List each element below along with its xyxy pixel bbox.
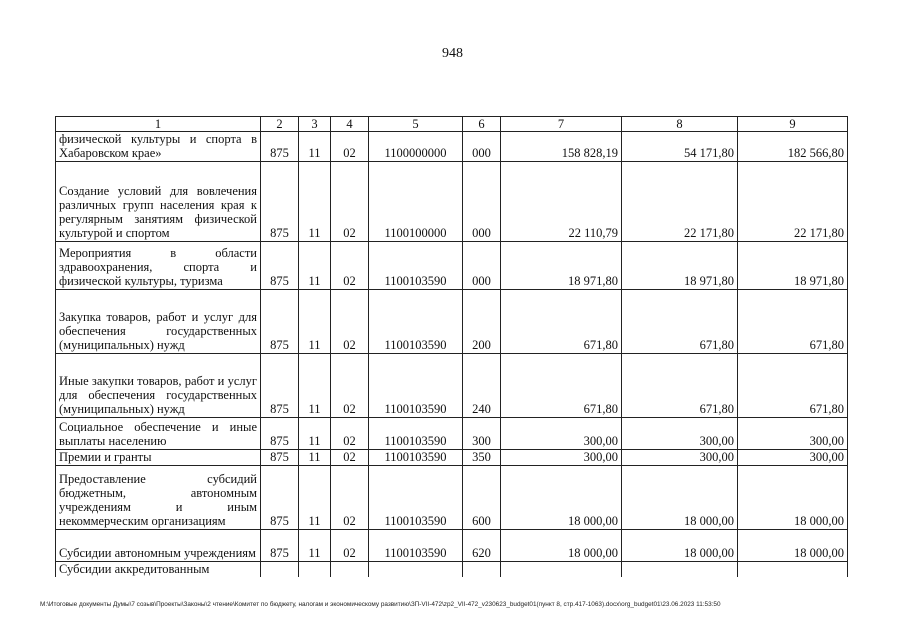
- row-name: Премии и гранты: [56, 450, 261, 466]
- cell-empty: [299, 562, 331, 578]
- cell-target-article: 1100000000: [369, 132, 463, 162]
- table-row: [56, 530, 848, 562]
- cell-section: 11: [299, 450, 331, 466]
- header-cell: 4: [331, 117, 369, 132]
- cell-subsection: 02: [331, 354, 369, 418]
- header-cell: 8: [622, 117, 738, 132]
- cell-subsection: 02: [331, 290, 369, 354]
- cell-amount-col7: 158 828,19: [501, 132, 622, 162]
- header-cell: 6: [463, 117, 501, 132]
- cell-amount-col7: 18 000,00: [501, 466, 622, 530]
- cell-target-article: 1100103590: [369, 242, 463, 290]
- cell-target-article: 1100103590: [369, 354, 463, 418]
- cell-expense-type: 000: [463, 242, 501, 290]
- cell-amount-col7: 300,00: [501, 450, 622, 466]
- cell-expense-type: 240: [463, 354, 501, 418]
- cell-admin-code: 875: [261, 450, 299, 466]
- cell-amount-col7: 18 971,80: [501, 242, 622, 290]
- cell-amount-col7: 671,80: [501, 354, 622, 418]
- footer-file-path: M:\Итоговые документы Думы\7 созыв\Проекты\Законы\2 чтение\Комитет по бюджету, налогам и экономическому развитию\ЗП-VII-472\zp2_VII-472_v230623_budget01(пункт 8, стр.417-1063).docx\org_budget01\23.06.2023 11:53:50: [40, 601, 721, 608]
- row-name: физической культуры и спорта в Хабаровском крае»: [56, 132, 261, 162]
- cell-amount-col8: 300,00: [622, 418, 738, 450]
- table-row-partial: [56, 562, 848, 578]
- page-number: 948: [442, 46, 463, 61]
- cell-subsection: 02: [331, 450, 369, 466]
- cell-amount-col7: 18 000,00: [501, 530, 622, 562]
- cell-admin-code: 875: [261, 290, 299, 354]
- cell-admin-code: 875: [261, 132, 299, 162]
- cell-amount-col9: 182 566,80: [738, 132, 848, 162]
- cell-empty: [622, 562, 738, 578]
- header-cell: 7: [501, 117, 622, 132]
- table-row: [56, 418, 848, 450]
- cell-section: 11: [299, 418, 331, 450]
- cell-target-article: 1100100000: [369, 162, 463, 242]
- cell-amount-col9: 671,80: [738, 354, 848, 418]
- cell-amount-col7: 22 110,79: [501, 162, 622, 242]
- cell-amount-col9: 18 000,00: [738, 530, 848, 562]
- header-row: [56, 117, 848, 132]
- row-name: Создание условий для вовлечения различных групп населения края к регулярным занятиям физической культурой и спортом: [56, 162, 261, 242]
- cell-target-article: 1100103590: [369, 418, 463, 450]
- cell-section: 11: [299, 162, 331, 242]
- table-row: [56, 162, 848, 242]
- cell-admin-code: 875: [261, 530, 299, 562]
- cell-expense-type: 620: [463, 530, 501, 562]
- cell-amount-col8: 671,80: [622, 354, 738, 418]
- table-row: [56, 354, 848, 418]
- cell-section: 11: [299, 132, 331, 162]
- cell-expense-type: 200: [463, 290, 501, 354]
- row-name: Социальное обеспечение и иные выплаты населению: [56, 418, 261, 450]
- cell-amount-col9: 22 171,80: [738, 162, 848, 242]
- cell-section: 11: [299, 466, 331, 530]
- cell-section: 11: [299, 354, 331, 418]
- cell-expense-type: 000: [463, 162, 501, 242]
- cell-amount-col8: 18 000,00: [622, 530, 738, 562]
- cell-subsection: 02: [331, 530, 369, 562]
- row-name: Субсидии автономным учреждениям: [56, 530, 261, 562]
- cell-target-article: 1100103590: [369, 290, 463, 354]
- cell-expense-type: 300: [463, 418, 501, 450]
- cell-admin-code: 875: [261, 242, 299, 290]
- cell-amount-col8: 54 171,80: [622, 132, 738, 162]
- cell-target-article: 1100103590: [369, 530, 463, 562]
- cell-amount-col9: 671,80: [738, 290, 848, 354]
- cell-admin-code: 875: [261, 162, 299, 242]
- cell-amount-col7: 300,00: [501, 418, 622, 450]
- cell-subsection: 02: [331, 466, 369, 530]
- cell-section: 11: [299, 530, 331, 562]
- cell-empty: [463, 562, 501, 578]
- cell-target-article: 1100103590: [369, 450, 463, 466]
- cell-amount-col8: 18 000,00: [622, 466, 738, 530]
- row-name: Предоставление субсидий бюджетным, автономным учреждениям и иным некоммерческим организациям: [56, 466, 261, 530]
- header-cell: 2: [261, 117, 299, 132]
- cell-admin-code: 875: [261, 418, 299, 450]
- cell-amount-col8: 300,00: [622, 450, 738, 466]
- cell-target-article: 1100103590: [369, 466, 463, 530]
- budget-table: [55, 116, 848, 577]
- table-row: [56, 242, 848, 290]
- row-name: Мероприятия в области здравоохранения, спорта и физической культуры, туризма: [56, 242, 261, 290]
- cell-subsection: 02: [331, 132, 369, 162]
- cell-empty: [369, 562, 463, 578]
- cell-amount-col9: 18 971,80: [738, 242, 848, 290]
- cell-section: 11: [299, 242, 331, 290]
- header-cell: 3: [299, 117, 331, 132]
- table-row: [56, 290, 848, 354]
- cell-amount-col8: 671,80: [622, 290, 738, 354]
- cell-empty: [501, 562, 622, 578]
- table-row: [56, 466, 848, 530]
- cell-empty: [331, 562, 369, 578]
- cell-admin-code: 875: [261, 466, 299, 530]
- cell-subsection: 02: [331, 418, 369, 450]
- cell-subsection: 02: [331, 162, 369, 242]
- cell-amount-col8: 18 971,80: [622, 242, 738, 290]
- header-cell: 9: [738, 117, 848, 132]
- cell-amount-col9: 300,00: [738, 418, 848, 450]
- cell-subsection: 02: [331, 242, 369, 290]
- cell-section: 11: [299, 290, 331, 354]
- header-cell: 5: [369, 117, 463, 132]
- cell-amount-col7: 671,80: [501, 290, 622, 354]
- row-name: Иные закупки товаров, работ и услуг для обеспечения государственных (муниципальных) нужд: [56, 354, 261, 418]
- row-name: Закупка товаров, работ и услуг для обеспечения государственных (муниципальных) нужд: [56, 290, 261, 354]
- cell-empty: [261, 562, 299, 578]
- table-row: [56, 450, 848, 466]
- table-row: [56, 132, 848, 162]
- cell-admin-code: 875: [261, 354, 299, 418]
- cell-amount-col8: 22 171,80: [622, 162, 738, 242]
- cell-expense-type: 350: [463, 450, 501, 466]
- cell-expense-type: 600: [463, 466, 501, 530]
- cell-amount-col9: 300,00: [738, 450, 848, 466]
- header-cell: 1: [56, 117, 261, 132]
- cell-expense-type: 000: [463, 132, 501, 162]
- cell-empty: [738, 562, 848, 578]
- row-name: Субсидии аккредитованным: [56, 562, 261, 578]
- cell-amount-col9: 18 000,00: [738, 466, 848, 530]
